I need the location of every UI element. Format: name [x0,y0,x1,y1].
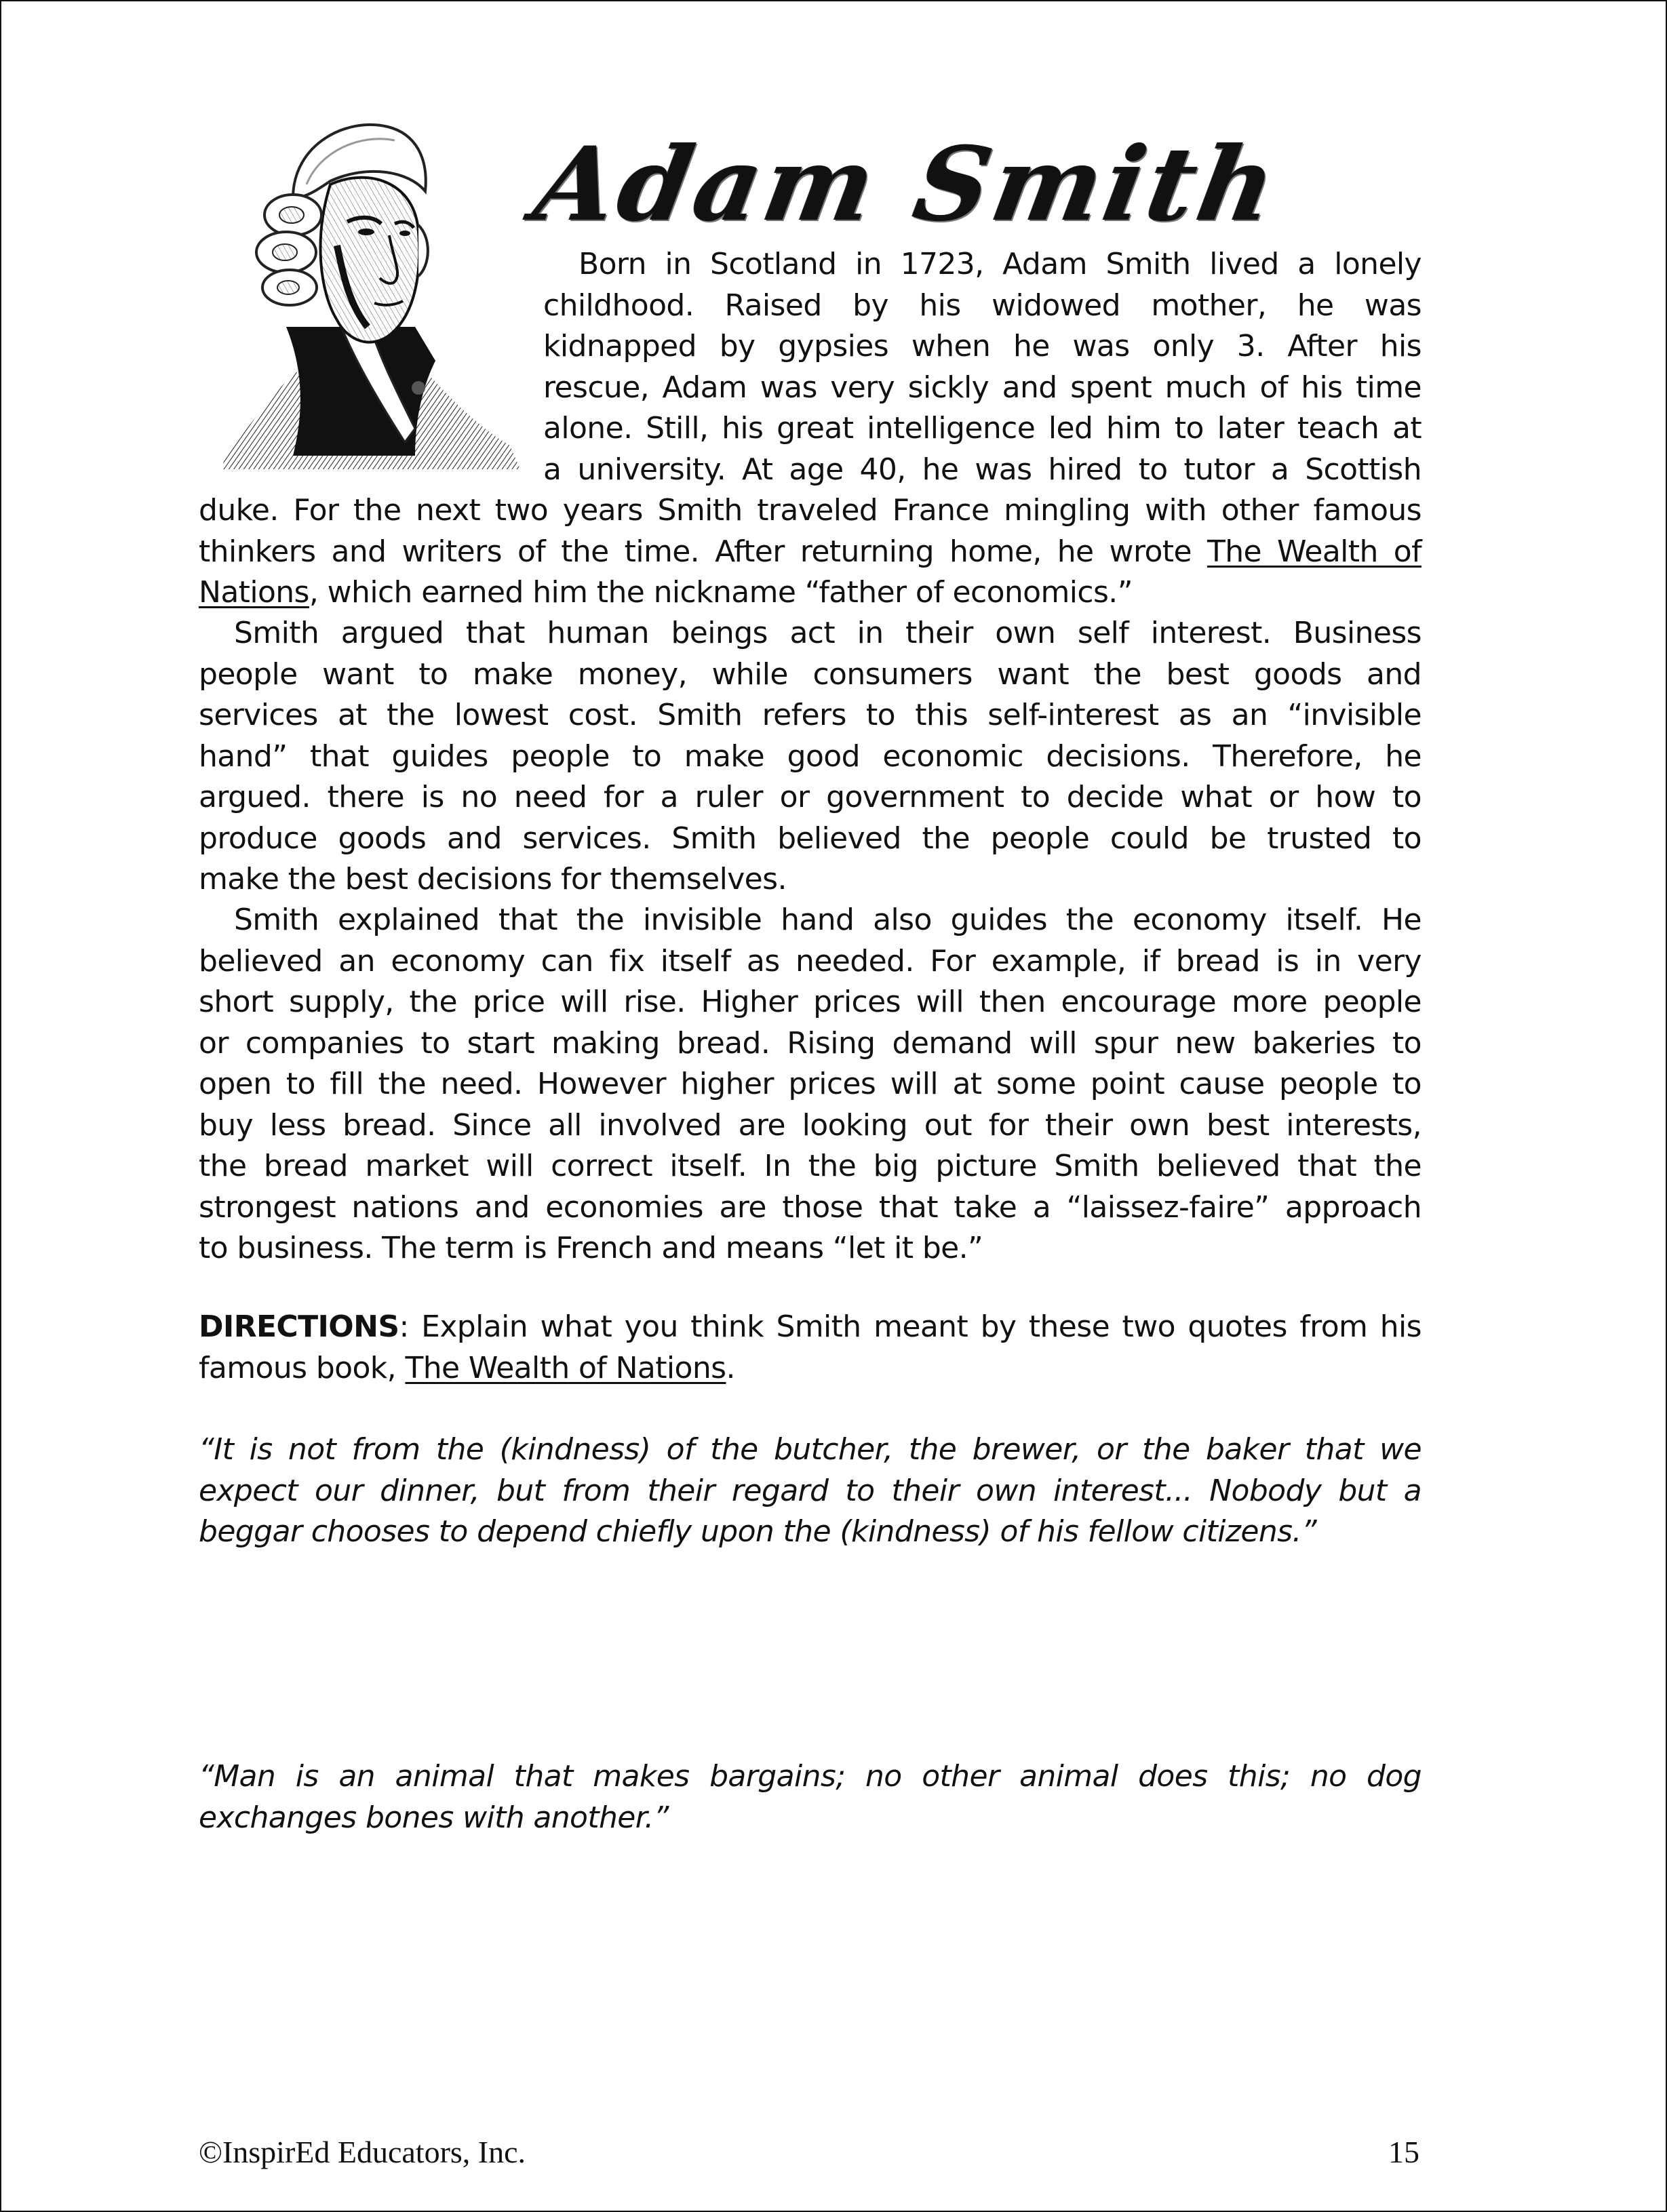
body-line: services at the lowest cost. Smith refers to this self-interest as an “invisible [199,698,1421,732]
directions-text: . [726,1350,735,1385]
paragraph-1-continued [199,490,1421,614]
body-line: hand” that guides people to make good economic decisions. Therefore, he [199,738,1421,774]
quote-line: exchanges bones with another.” [199,1800,669,1835]
directions-text: : Explain what you think Smith meant by these two quotes from his [399,1309,1421,1344]
body-text: thinkers and writers of the time. After returning home, he wrote [199,534,1207,569]
body-line: buy less bread. Since all involved are looking out for their own best interests, [199,1107,1421,1143]
directions-label: DIRECTIONS [199,1309,399,1344]
intro-line: Born in Scotland in 1723, Adam Smith lived a lonely [578,247,1421,281]
body-line: Smith argued that human beings act in their own self interest. Business [234,616,1421,650]
body-line: Smith explained that the invisible hand also guides the economy itself. He [234,903,1421,937]
body-line: make the best decisions for themselves. [199,862,787,896]
copyright-footer: ©InspirEd Educators, Inc. [199,2135,526,2169]
body-line [199,572,1421,614]
page-title: Adam Smith [526,125,1289,244]
body-line: or companies to start making bread. Rising demand will spur new bakeries to [199,1025,1421,1061]
book-title: The Wealth of [1207,534,1421,569]
paragraph-2 [199,613,1421,901]
intro-line: a university. At age 40, he was hired to tutor a Scottish [543,452,1421,487]
book-title: Nations [199,575,309,610]
directions-text: famous book, [199,1350,406,1385]
intro-line: rescue, Adam was very sickly and spent much of his time [543,370,1421,405]
intro-line: kidnapped by gypsies when he was only 3. After his [543,329,1421,363]
portrait-engraving-icon [212,103,530,473]
directions [199,1307,1421,1389]
intro-line: alone. Still, his great intelligence led him to later teach at [543,411,1421,446]
body-line: believed an economy can fix itself as needed. For example, if bread is in very [199,943,1421,979]
body-line: argued. there is no need for a ruler or government to decide what or how to [199,780,1421,814]
book-title: The Wealth of Nations [405,1350,726,1385]
directions-line [199,1348,1421,1389]
page-number: 15 [1388,2135,1419,2169]
body-line: strongest nations and economies are those that take a “laissez-faire” approach [199,1189,1421,1225]
body-line: duke. For the next two years Smith traveled France mingling with other famous [199,493,1421,528]
body-line [199,532,1421,573]
quote-line: beggar chooses to depend chiefly upon the (kindness) of his fellow citizens.” [199,1514,1317,1549]
quote-line: expect our dinner, but from their regard to their own interest... Nobody but a [199,1473,1421,1508]
body-line: the bread market will correct itself. In the big picture Smith believed that the [199,1149,1421,1183]
body-line: short supply, the price will rise. Higher prices will then encourage more people [199,985,1421,1019]
directions-line [199,1307,1421,1348]
body-line: open to fill the need. However higher prices will at some point cause people to [199,1067,1421,1101]
intro-line: childhood. Raised by his widowed mother, he was [543,288,1421,323]
body-line: people want to make money, while consumers want the best goods and [199,656,1421,692]
body-line: produce goods and services. Smith believed the people could be trusted to [199,821,1421,856]
body-line: to business. The term is French and means “let it be.” [199,1231,983,1265]
quote-line: “Man is an animal that makes bargains; no other animal does this; no dog [199,1759,1421,1794]
quote-2 [199,1756,1421,1838]
quote-line: “It is not from the (kindness) of the butcher, the brewer, or the baker that we [199,1432,1421,1467]
body-text: , which earned him the nickname “father of economics.” [309,575,1133,610]
paragraph-3 [199,900,1421,1269]
quote-1 [199,1429,1421,1553]
intro-paragraph [543,244,1421,490]
